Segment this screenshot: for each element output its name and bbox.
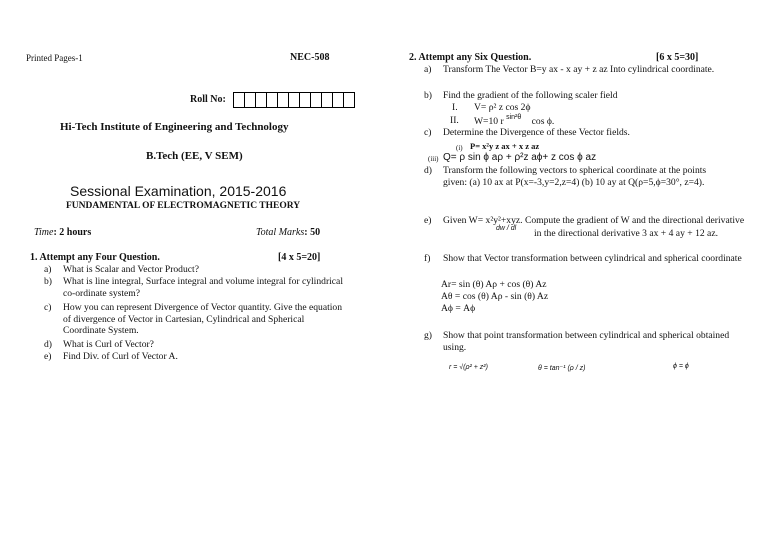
subject-title: FUNDAMENTAL OF ELECTROMAGNETIC THEORY — [66, 201, 301, 211]
q1-d-text: What is Curl of Vector? — [63, 339, 154, 350]
q2-item-a — [424, 64, 724, 88]
q2-g-eq3: ϕ = ϕ — [673, 363, 689, 370]
marks-line — [256, 227, 320, 238]
q1-item-d — [44, 339, 344, 351]
marks-label: Total Marks — [256, 227, 305, 238]
q1-marks: [4 x 5=20] — [278, 252, 321, 263]
program-name: B.Tech (EE, V SEM) — [146, 150, 243, 162]
time-line — [34, 227, 91, 238]
q2-g-text: Show that point transformation between cylindrical and spherical obtained using. — [443, 330, 730, 353]
paper-code: NEC-508 — [290, 52, 330, 63]
q2-e-fraction: dw / dl — [496, 225, 517, 232]
q2-d-text: Transform the following vectors to spherical coordinate at the points given: (a) 10 ax at P(x=-3,y=2,z=4) (b) 10 ay at Q(ρ=5,ϕ=30°, z=4). — [443, 165, 707, 188]
q1-item-e — [44, 351, 344, 363]
q2-b-ii-sup: sin²θ — [506, 114, 522, 121]
q2-d-label: d) — [424, 165, 432, 176]
q2-a-label: a) — [424, 64, 432, 75]
q2-item-f — [424, 253, 742, 277]
q2-b-ii-line — [474, 116, 554, 127]
q1-item-c — [44, 302, 344, 338]
q2-c-iii-text: Q= ρ sin ϕ aρ + ρ²z aϕ+ z cos ϕ az — [443, 152, 597, 163]
q2-item-g — [424, 330, 730, 354]
institute-name: Hi-Tech Institute of Engineering and Technology — [60, 121, 289, 133]
q1-title — [30, 252, 160, 263]
q2-b-text: Find the gradient of the following scaler field — [443, 90, 618, 101]
q2-e-text: Given W= x²y²+xyz. Compute the gradient of W and the directional derivative — [443, 215, 745, 226]
q1-b-text: What is line integral, Surface integral and volume integral for cylindrical co-ordinate system? — [63, 276, 343, 299]
q2-b-ii-label: II. — [450, 115, 459, 126]
q2-b-i-text: V= ρ² z cos 2ϕ — [474, 102, 531, 113]
q2-b-i-label: I. — [452, 102, 458, 113]
q2-f-label: f) — [424, 253, 431, 264]
q2-item-e — [424, 215, 745, 227]
q2-g-eq2: θ = tan⁻¹ (ρ / z) — [538, 365, 586, 372]
time-value: : 2 hours — [53, 227, 92, 238]
q2-c-i-label: (i) — [456, 144, 463, 152]
q2-a-text: Transform The Vector B=y ax - x ay + z az Into cylindrical coordinate. — [443, 64, 715, 75]
printed-pages: Printed Pages-1 — [26, 53, 83, 63]
q2-g-label: g) — [424, 330, 432, 341]
q2-f-eq3: Aϕ = Aϕ — [441, 303, 476, 314]
q2-f-text: Show that Vector transformation between cylindrical and spherical coordinate — [443, 253, 742, 264]
q2-item-b — [424, 90, 724, 102]
q2-e-label: e) — [424, 215, 432, 226]
q2-b-ii-tail: cos ϕ. — [531, 116, 555, 127]
q2-c-iii-label: (iii) — [428, 155, 439, 163]
q1-title-text: 1. Attempt any Four Question. — [30, 252, 160, 263]
q2-title-text: 2. Attempt any Six Question. — [409, 52, 532, 63]
time-label: Time — [34, 227, 54, 238]
q2-item-c — [424, 127, 724, 139]
q1-e-label: e) — [44, 351, 52, 362]
q2-f-eq1: Ar= sin (θ) Aρ + cos (θ) Az — [441, 279, 547, 290]
q2-title — [409, 52, 531, 63]
q1-c-label: c) — [44, 302, 52, 313]
q1-d-label: d) — [44, 339, 52, 350]
q2-marks: [6 x 5=30] — [656, 52, 699, 63]
q2-e-tail: in the directional derivative 3 ax + 4 ay + 12 az. — [534, 228, 718, 239]
q1-e-text: Find Div. of Curl of Vector A. — [63, 351, 178, 362]
q1-a-label: a) — [44, 264, 52, 275]
q2-item-d — [424, 165, 724, 201]
q2-c-i-text: P= x²y z ax + x z az — [470, 141, 540, 151]
q1-b-label: b) — [44, 276, 52, 287]
q1-c-text: How you can represent Divergence of Vector quantity. Give the equation of divergence of Vector in Cartesian, Cylindrical and Spherical Coordinate System. — [63, 302, 343, 336]
roll-no-label: Roll No: — [190, 94, 226, 105]
q2-b-label: b) — [424, 90, 432, 101]
roll-no-boxes[interactable] — [234, 92, 355, 108]
q2-f-eq2: Aθ = cos (θ) Aρ - sin (θ) Az — [441, 291, 549, 302]
q1-a-text: What is Scalar and Vector Product? — [63, 264, 199, 275]
marks-value: : 50 — [304, 227, 321, 238]
q2-c-label: c) — [424, 127, 432, 138]
exam-title: Sessional Examination, 2015-2016 — [70, 183, 287, 199]
q2-g-eq1: r = √(ρ² + z²) — [449, 364, 488, 371]
q1-item-a — [44, 264, 344, 276]
q1-item-b — [44, 276, 344, 300]
q2-b-ii-text: W=10 r — [474, 116, 504, 127]
q2-c-text: Determine the Divergence of these Vector fields. — [443, 127, 630, 138]
